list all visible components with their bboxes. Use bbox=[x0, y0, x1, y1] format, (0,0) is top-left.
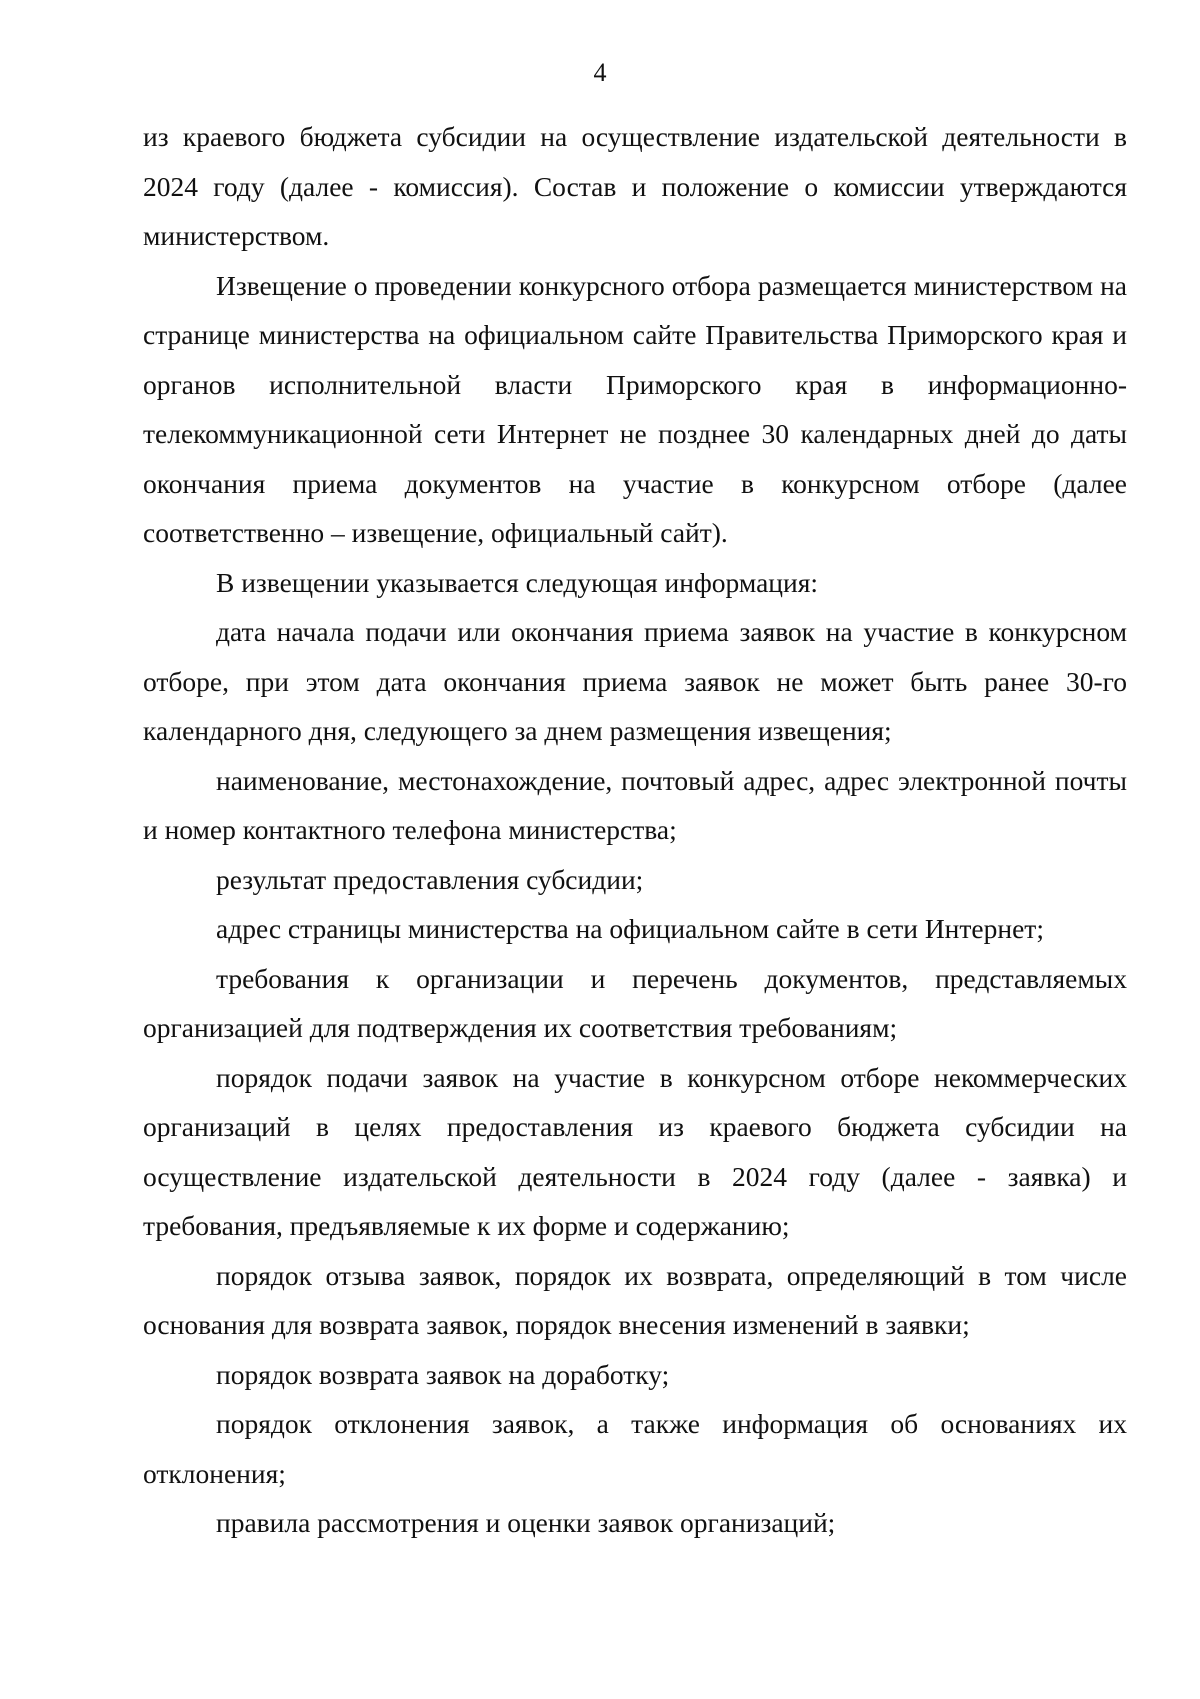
paragraph-commission-continuation: из краевого бюджета субсидии на осуществление издательской деятельности в 2024 году (далее - комиссия). Состав и положение о комиссии утверждаются министерством. bbox=[143, 121, 1127, 251]
list-item-requirements: требования к организации и перечень документов, представляемых организацией для подтверждения их соответствия требованиям; bbox=[143, 962, 1127, 1043]
list-item-revision-return: порядок возврата заявок на доработку; bbox=[216, 1358, 670, 1390]
paragraph-notice-placement: Извещение о проведении конкурсного отбора размещается министерством на странице министерства на официальном сайте Правительства Приморского края и органов исполнительной власти Приморского края в информационно-телекоммуникационной сети Интернет не позднее 30 календарных дней до даты окончания приема документов на участие в конкурсном отборе (далее соответственно – извещение, официальный сайт). bbox=[143, 269, 1127, 548]
list-item-rejection-procedure: порядок отклонения заявок, а также информация об основаниях их отклонения; bbox=[143, 1408, 1127, 1489]
page-number: 4 bbox=[593, 58, 607, 87]
document-body bbox=[143, 112, 1127, 1548]
list-item-page-address: адрес страницы министерства на официальном сайте в сети Интернет; bbox=[216, 913, 1044, 944]
list-item-withdrawal-procedure: порядок отзыва заявок, порядок их возврата, определяющий в том числе основания для возврата заявок, порядок внесения изменений в заявки; bbox=[143, 1259, 1127, 1340]
list-item-ministry-contacts: наименование, местонахождение, почтовый адрес, адрес электронной почты и номер контактного телефона министерства; bbox=[143, 764, 1127, 845]
list-item-dates: дата начала подачи или окончания приема заявок на участие в конкурсном отборе, при этом дата окончания приема заявок не может быть ранее 30-го календарного дня, следующего за днем размещения извещения; bbox=[143, 616, 1127, 746]
list-item-evaluation-rules: правила рассмотрения и оценки заявок организаций; bbox=[216, 1507, 836, 1538]
paragraph-notice-contents-intro: В извещении указывается следующая информация: bbox=[216, 566, 819, 598]
list-item-submission-procedure: порядок подачи заявок на участие в конкурсном отборе некоммерческих организаций в целях предоставления из краевого бюджета субсидии на осуществление издательской деятельности в 2024 году (далее - заявка) и требования, предъявляемые к их форме и содержанию; bbox=[143, 1061, 1127, 1241]
list-item-result: результат предоставления субсидии; bbox=[216, 863, 644, 895]
